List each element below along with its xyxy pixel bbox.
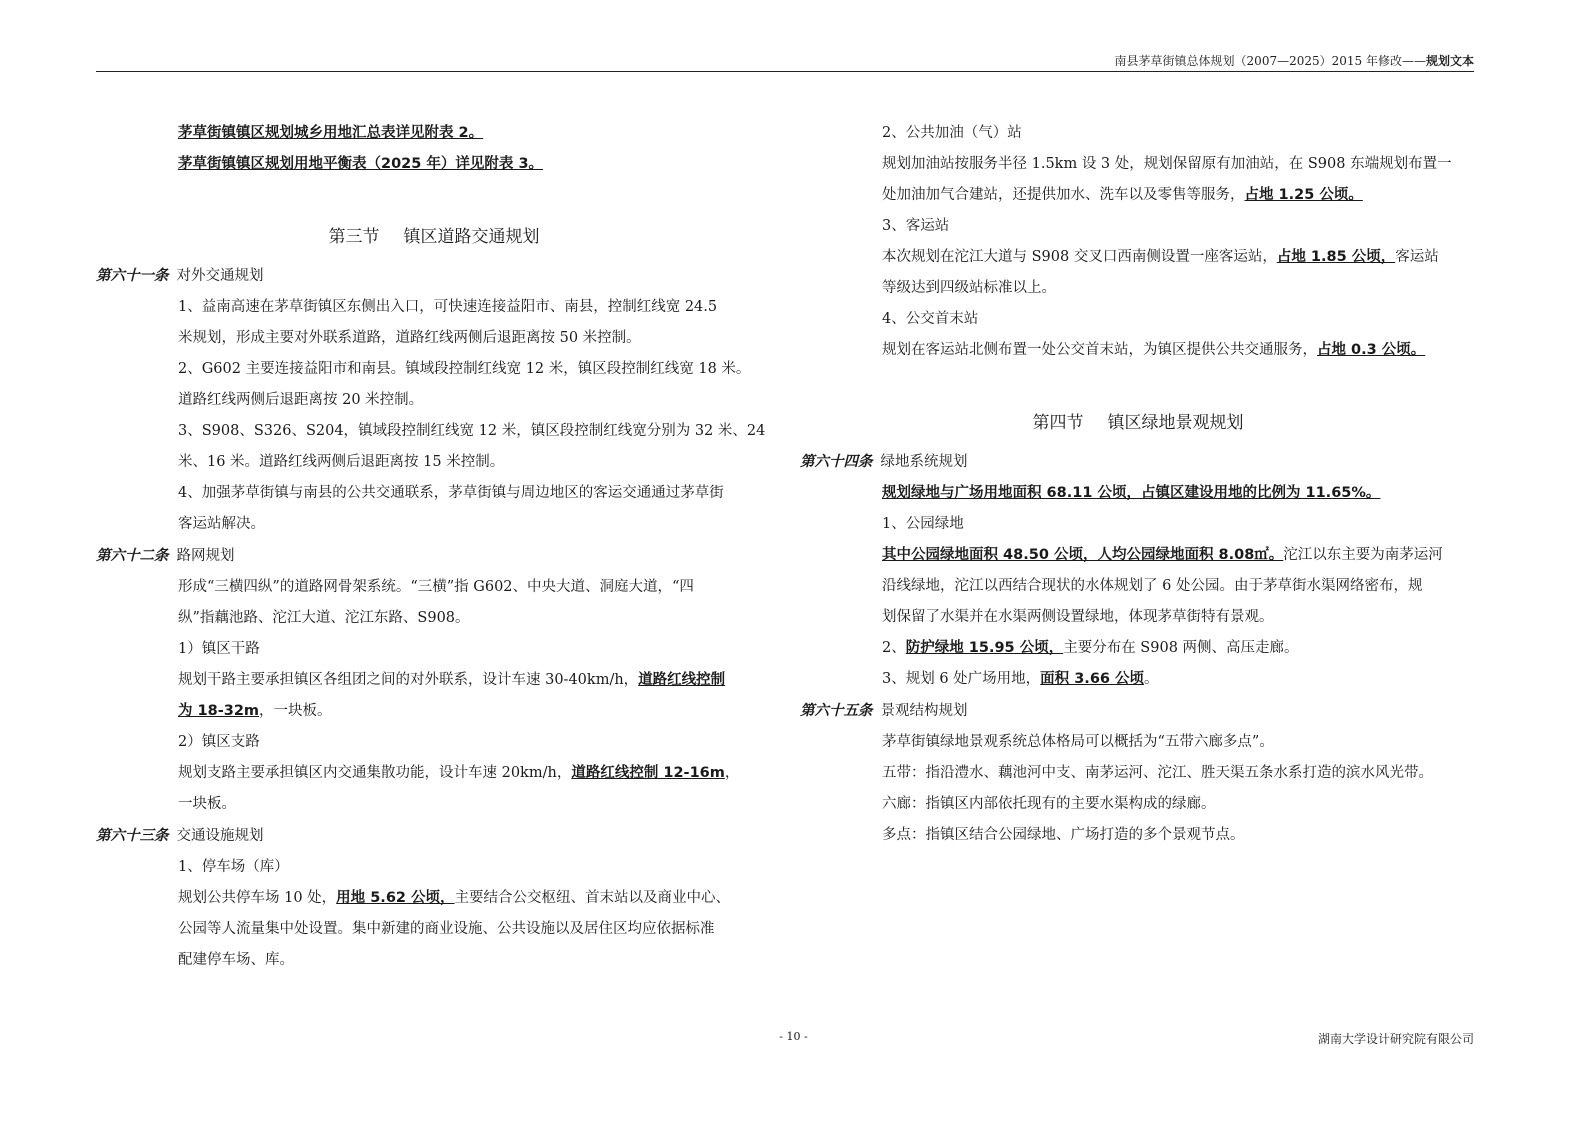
paragraph-line: 茅草街镇绿地景观系统总体格局可以概括为“五带六廊多点”。 bbox=[882, 734, 1274, 750]
paragraph-line: 纵”指藕池路、沱江大道、沱江东路、S908。 bbox=[178, 610, 470, 626]
paragraph-line: 多点：指镇区结合公园绿地、广场打造的多个景观节点。 bbox=[882, 827, 1245, 843]
header-title: 南县茅草街镇总体规划（2007—2025）2015 年修改——规划文本 bbox=[1114, 54, 1474, 68]
paragraph-line: 形成“三横四纵”的道路网骨架系统。“三横”指 G602、中央大道、洞庭大道，“四 bbox=[178, 579, 694, 595]
sub-heading: 3、客运站 bbox=[882, 218, 950, 234]
paragraph-line: 客运站解决。 bbox=[178, 516, 265, 532]
sub-heading: 4、公交首末站 bbox=[882, 311, 979, 327]
paragraph-line: 规划在客运站北侧布置一处公交首末站，为镇区提供公共交通服务，占地 0.3 公顷。 bbox=[882, 342, 1426, 358]
paragraph-line: 划保留了水渠并在水渠两侧设置绿地，体现茅草街特有景观。 bbox=[882, 609, 1274, 625]
paragraph-line: 配建停车场、库。 bbox=[178, 952, 294, 968]
paragraph-line: 五带：指沿澧水、藕池河中支、南茅运河、沱江、胜天渠五条水系打造的滨水风光带。 bbox=[882, 765, 1433, 781]
paragraph-line: 规划加油站按服务半径 1.5km 设 3 处，规划保留原有加油站，在 S908 东端规划布置一 bbox=[882, 156, 1452, 172]
sub-heading: 1）镇区干路 bbox=[178, 641, 260, 657]
page-number: - 10 - bbox=[779, 1030, 808, 1043]
article-heading: 第六十三条 交通设施规划 bbox=[96, 827, 264, 844]
page-header bbox=[96, 52, 1474, 74]
footer-organization: 湖南大学设计研究院有限公司 bbox=[1317, 1032, 1474, 1046]
paragraph-line: 道路红线两侧后退距离按 20 米控制。 bbox=[178, 392, 424, 408]
intro-line: 茅草街镇镇区规划城乡用地汇总表详见附表 2。 bbox=[178, 125, 484, 141]
paragraph-line: 规划支路主要承担镇区内交通集散功能，设计车速 20km/h，道路红线控制 12-16m， bbox=[178, 765, 740, 781]
section-heading: 第四节 镇区绿地景观规划 bbox=[1032, 413, 1244, 433]
paragraph-line: 1、益南高速在茅草街镇区东侧出入口，可快速连接益阳市、南县，控制红线宽 24.5 bbox=[178, 299, 718, 315]
left-column bbox=[96, 118, 772, 976]
article-heading: 第六十五条 景观结构规划 bbox=[800, 702, 968, 719]
sub-heading: 1、停车场（库） bbox=[178, 859, 289, 875]
section-heading: 第三节 镇区道路交通规划 bbox=[328, 227, 540, 247]
paragraph-line: 3、规划 6 处广场用地，面积 3.66 公顷。 bbox=[882, 671, 1159, 687]
header-rule bbox=[96, 71, 1474, 72]
article-heading: 第六十二条 路网规划 bbox=[96, 547, 235, 564]
paragraph-line: 一块板。 bbox=[178, 796, 236, 812]
paragraph-line: 规划干路主要承担镇区各组团之间的对外联系，设计车速 30-40km/h，道路红线控制 bbox=[178, 672, 726, 688]
paragraph-line: 公园等人流量集中处设置。集中新建的商业设施、公共设施以及居住区均应依据标准 bbox=[178, 921, 715, 937]
paragraph-line: 米、16 米。道路红线两侧后退距离按 15 米控制。 bbox=[178, 454, 505, 470]
paragraph-line: 2、G602 主要连接益阳市和南县。镇域段控制红线宽 12 米，镇区段控制红线宽 18 米。 bbox=[178, 361, 751, 377]
paragraph-line: 沿线绿地，沱江以西结合现状的水体规划了 6 处公园。由于茅草街水渠网络密布，规 bbox=[882, 578, 1423, 594]
paragraph-line: 3、S908、S326、S204，镇域段控制红线宽 12 米，镇区段控制红线宽分别为 32 米、24 bbox=[178, 423, 766, 439]
paragraph-line: 等级达到四级站标准以上。 bbox=[882, 280, 1056, 296]
paragraph-line: 本次规划在沱江大道与 S908 交叉口西南侧设置一座客运站，占地 1.85 公顷，客运站 bbox=[882, 249, 1439, 265]
paragraph-line: 其中公园绿地面积 48.50 公顷，人均公园绿地面积 8.08㎡。沱江以东主要为南茅运河 bbox=[882, 547, 1443, 563]
article-heading: 第六十一条 对外交通规划 bbox=[96, 267, 264, 284]
paragraph-line: 处加油加气合建站，还提供加水、洗车以及零售等服务，占地 1.25 公顷。 bbox=[882, 187, 1363, 203]
article-heading: 第六十四条 绿地系统规划 bbox=[800, 453, 968, 470]
sub-heading: 1、公园绿地 bbox=[882, 516, 964, 532]
paragraph-line: 规划公共停车场 10 处，用地 5.62 公顷，主要结合公交枢纽、首末站以及商业中心、 bbox=[178, 890, 731, 906]
paragraph-line: 米规划，形成主要对外联系道路，道路红线两侧后退距离按 50 米控制。 bbox=[178, 330, 641, 346]
intro-line: 茅草街镇镇区规划用地平衡表（2025 年）详见附表 3。 bbox=[178, 156, 544, 172]
sub-heading: 2、公共加油（气）站 bbox=[882, 125, 1022, 141]
paragraph-line: 4、加强茅草街镇与南县的公共交通联系，茅草街镇与周边地区的客运交通通过茅草街 bbox=[178, 485, 724, 501]
paragraph-line: 规划绿地与广场用地面积 68.11 公顷，占镇区建设用地的比例为 11.65%。 bbox=[882, 485, 1381, 501]
paragraph-line: 六廊：指镇区内部依托现有的主要水渠构成的绿廊。 bbox=[882, 796, 1216, 812]
paragraph-line: 2、防护绿地 15.95 公顷，主要分布在 S908 两侧、高压走廊。 bbox=[882, 640, 1299, 656]
sub-heading: 2）镇区支路 bbox=[178, 734, 260, 750]
right-column bbox=[800, 118, 1476, 851]
paragraph-line: 为 18-32m，一块板。 bbox=[178, 703, 332, 719]
